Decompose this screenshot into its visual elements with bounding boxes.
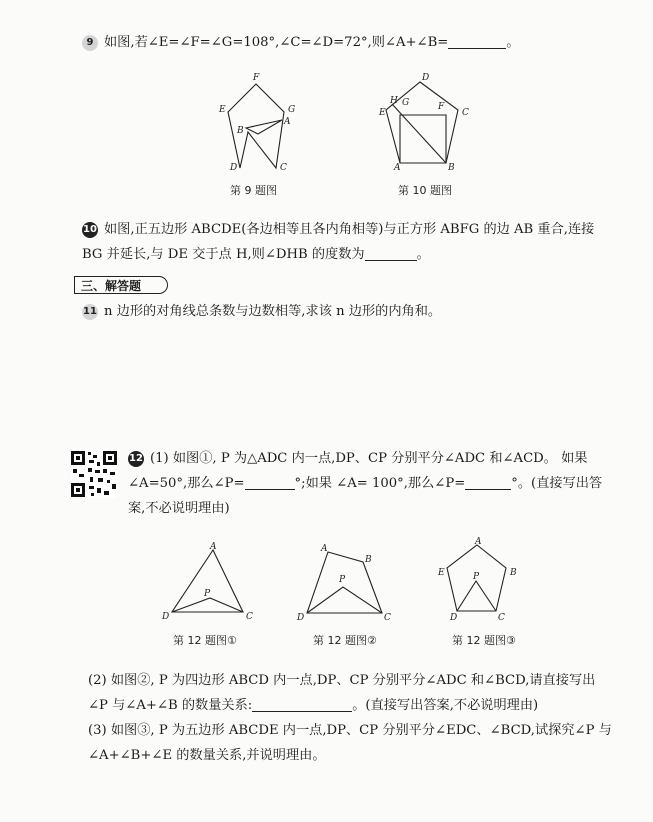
figure-9 xyxy=(198,70,308,175)
fig12-3-caption: 第 12 题图③ xyxy=(452,634,516,647)
fig12-3-label-d: D xyxy=(450,613,458,623)
fig10-pentagon xyxy=(386,82,458,163)
question-12-part2-line2: ∠P 与∠A+∠B 的数量关系: xyxy=(88,698,253,713)
question-number-10: 10 xyxy=(82,222,98,238)
fig9-caption: 第 9 题图 xyxy=(230,184,277,197)
fig12-2-label-c: C xyxy=(384,613,391,622)
fig10-label-g: G xyxy=(402,98,410,108)
question-12-part2-line1: (2) 如图②, P 为四边形 ABCD 内一点,DP、CP 分别平分∠ADC 和∠BCD,请直接写出 xyxy=(88,673,596,688)
question-number-12: 12 xyxy=(128,451,144,467)
question-12-line2b: °;如果 ∠A= 100°,那么∠P= xyxy=(294,476,466,491)
question-12-part3-line1: (3) 如图③, P 为五边形 ABCDE 内一点,DP、CP 分别平分∠EDC、∠BCD,试探究∠P 与 xyxy=(88,723,612,738)
answer-blank-9[interactable] xyxy=(448,34,506,49)
question-9 xyxy=(82,30,642,55)
fig9-triangle xyxy=(246,120,282,134)
question-10-end: 。 xyxy=(416,247,430,262)
question-12 xyxy=(128,446,628,521)
question-11-text: n 边形的对角线总条数与边数相等,求该 n 边形的内角和。 xyxy=(104,304,442,319)
question-number-9: 9 xyxy=(82,35,98,51)
fig10-label-c: C xyxy=(462,108,469,118)
question-10 xyxy=(82,217,642,267)
question-12-parts xyxy=(88,668,640,768)
question-9-end: 。 xyxy=(506,35,520,50)
question-12-line3: 案,不必说明理由) xyxy=(128,501,230,516)
answer-blank-12a[interactable] xyxy=(245,475,295,490)
figure-12-3 xyxy=(432,535,522,623)
fig9-label-a: A xyxy=(284,117,291,127)
question-10-line1: 如图,正五边形 ABCDE(各边相等且各内角相等)与正方形 ABFG 的边 AB 重合,连接 xyxy=(104,222,595,237)
fig12-2-label-b: B xyxy=(365,555,372,565)
fig12-2-label-d: D xyxy=(297,613,305,622)
fig9-label-g: G xyxy=(288,105,296,115)
answer-blank-12c[interactable] xyxy=(252,697,352,712)
fig12-2-caption: 第 12 题图② xyxy=(313,634,377,647)
fig10-label-a: A xyxy=(394,163,401,173)
question-9-text: 如图,若∠E=∠F=∠G=108°,∠C=∠D=72°,则∠A+∠B= xyxy=(104,35,449,50)
fig12-2-bisectors xyxy=(307,587,382,613)
question-10-line2: BG 并延长,与 DE 交于点 H,则∠DHB 的度数为 xyxy=(82,247,365,262)
fig9-label-e: E xyxy=(219,105,226,115)
fig9-label-b: B xyxy=(237,126,244,136)
fig12-1-bisectors xyxy=(172,598,243,612)
figure-10 xyxy=(370,70,480,175)
fig12-3-label-e: E xyxy=(438,568,445,578)
question-12-part2-end: 。(直接写出答案,不必说明理由) xyxy=(352,698,539,713)
question-12-line2c: °。(直接写出答 xyxy=(511,476,603,491)
question-number-11: 11 xyxy=(82,304,98,320)
fig10-label-d: D xyxy=(422,73,430,83)
section-header: 三、解答题 xyxy=(74,276,168,294)
fig12-3-label-c: C xyxy=(498,613,505,623)
fig12-3-bisectors xyxy=(457,581,496,611)
fig9-label-c: C xyxy=(280,163,287,173)
fig10-caption: 第 10 题图 xyxy=(398,184,452,197)
fig12-3-label-b: B xyxy=(510,568,517,578)
figure-12-1 xyxy=(160,540,255,622)
question-12-line2a: ∠A=50°,那么∠P= xyxy=(128,476,245,491)
question-12-part3-line2: ∠A+∠B+∠E 的数量关系,并说明理由。 xyxy=(88,748,326,763)
fig10-label-h: H xyxy=(390,96,398,106)
fig12-1-label-p: P xyxy=(204,589,211,599)
fig12-1-label-a: A xyxy=(210,542,217,552)
answer-blank-12b[interactable] xyxy=(465,475,511,490)
fig10-label-e: E xyxy=(379,108,386,118)
fig12-1-label-d: D xyxy=(162,612,170,622)
figure-12-2 xyxy=(295,540,395,622)
question-11 xyxy=(82,299,642,324)
fig9-label-d: D xyxy=(230,163,238,173)
fig12-2-label-p: P xyxy=(339,575,346,585)
fig10-label-b: B xyxy=(448,163,455,173)
fig12-1-label-c: C xyxy=(246,612,253,622)
fig12-1-triangle xyxy=(172,550,243,612)
fig12-2-label-a: A xyxy=(321,544,328,554)
answer-blank-10[interactable] xyxy=(365,246,417,261)
fig9-label-f: F xyxy=(253,73,260,83)
fig12-3-label-p: P xyxy=(473,572,480,582)
question-12-line1: (1) 如图①, P 为△ADC 内一点,DP、CP 分别平分∠ADC 和∠ACD。 如果 xyxy=(150,451,588,466)
fig10-label-f: F xyxy=(438,102,445,112)
fig12-3-label-a: A xyxy=(475,537,482,547)
fig12-1-caption: 第 12 题图① xyxy=(173,634,237,647)
qr-code xyxy=(70,450,118,498)
